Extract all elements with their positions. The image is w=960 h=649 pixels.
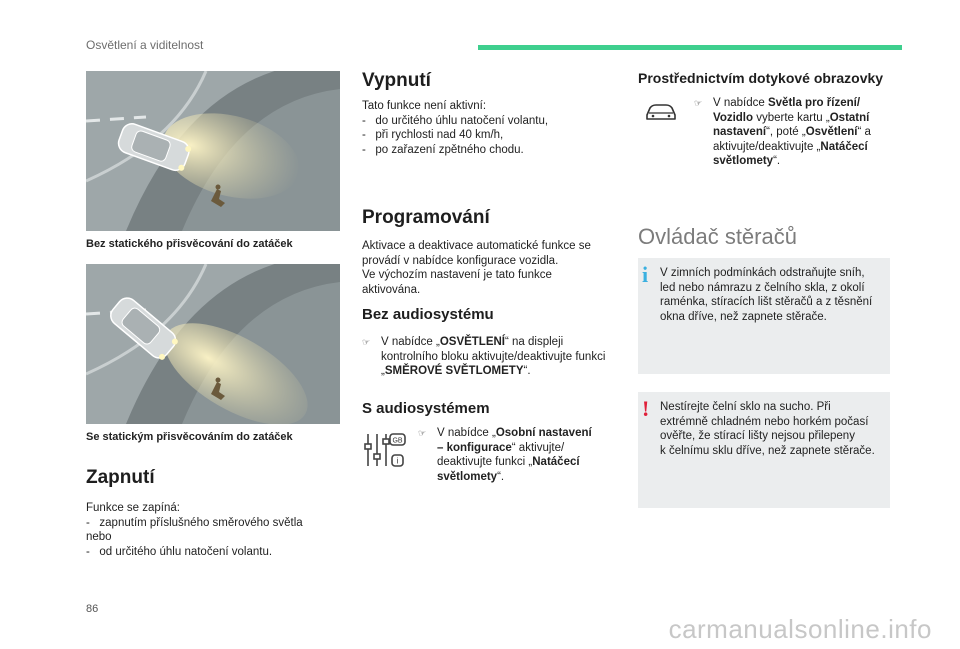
settings-sliders-icon [364, 430, 408, 470]
menu-name: – konfigurace [437, 441, 512, 454]
road-illustration-2 [86, 264, 340, 424]
info-line: V zimních podmínkách odstraňujte sníh, [660, 267, 865, 279]
figure2-caption: Se statickým přisvěcováním do zatáček [86, 431, 293, 443]
programovani-line: Ve výchozím nastavení je tato funkce [362, 269, 552, 281]
function-name: Natáčecí [820, 140, 868, 153]
function-name: Natáčecí [532, 456, 580, 468]
warning-line: k čelnímu sklu dříve, než zapnete stěrače. [660, 444, 875, 457]
wiper-control-heading: Ovládač stěračů [638, 224, 797, 249]
text: deaktivujte funkci „ [437, 456, 533, 468]
gb-label: GB [392, 437, 403, 445]
s-audio-heading: S audiosystémem [362, 400, 490, 417]
menu-name: Osobní nastavení [495, 427, 592, 439]
text: “ a [857, 126, 871, 138]
touch-screen-heading: Prostřednictvím dotykové obrazovky [638, 70, 884, 86]
pointing-hand-icon: ☞ [418, 428, 427, 438]
option-name: Osvětlení [805, 126, 858, 138]
vypnuti-heading: Vypnutí [362, 70, 431, 91]
info-line: okna dříve, než zapnete stěrače. [660, 310, 827, 323]
zapnuti-line: Funkce se zapíná: [86, 502, 180, 514]
text: „ [381, 365, 385, 377]
text: vyberte kartu „ [753, 111, 830, 124]
function-name: SMĚROVÉ SVĚTLOMETY [384, 365, 524, 377]
tab-name: Ostatní [829, 111, 870, 124]
programovani-line: aktivována. [362, 283, 421, 296]
menu-name: OSVĚTLENÍ [439, 336, 506, 348]
bez-audio-step [362, 335, 622, 379]
section-header-bar [478, 45, 902, 50]
warning-note [638, 392, 890, 508]
car-icon [644, 102, 678, 122]
info-label: i [396, 456, 399, 466]
vypnuti-line: - do určitého úhlu natočení volantu, [362, 114, 549, 127]
road-illustration-1 [86, 71, 340, 231]
warning-icon: ! [642, 396, 650, 421]
pointing-hand-icon: ☞ [362, 337, 371, 347]
text: V nabídce „ [437, 427, 496, 439]
zapnuti-text [86, 501, 303, 559]
info-icon: i [642, 262, 649, 287]
watermark: carmanualsonline.info [668, 614, 932, 644]
menu-name: Světla pro řízení/ [767, 97, 861, 109]
figure1-caption: Bez statického přisvěcování do zatáček [86, 238, 293, 250]
vypnuti-line: Tato funkce není aktivní: [362, 100, 487, 112]
zapnuti-line: - zapnutím příslušného směrového světla [86, 516, 303, 529]
info-line: raménka, stíracích lišt stěračů a z těsnění [660, 296, 873, 308]
text: “. [773, 155, 781, 167]
info-note [638, 258, 890, 374]
text: V nabídce „ [381, 336, 440, 348]
text: kontrolního bloku aktivujte/deaktivujte funkci [381, 350, 606, 363]
tab-name: nastavení [713, 126, 767, 138]
vypnuti-text [362, 99, 548, 157]
programovani-text [362, 239, 591, 297]
touch-screen-step [694, 96, 894, 172]
warning-line: ověřte, že stírací lišty nejsou přilepeny [660, 430, 855, 442]
s-audio-step [418, 426, 618, 486]
vypnuti-line: - při rychlosti nad 40 km/h, [362, 129, 504, 141]
bez-audio-heading: Bez audiosystému [362, 306, 494, 323]
pointing-hand-icon: ☞ [694, 98, 703, 108]
warning-line: extrémně chladném nebo horkém počasí [660, 415, 869, 428]
programovani-heading: Programování [362, 207, 490, 228]
text: “. [497, 470, 505, 483]
text: V nabídce [713, 97, 768, 109]
text: “, poté „ [766, 126, 806, 138]
warning-line: Nestírejte čelní sklo na sucho. Při [660, 401, 831, 413]
figure-with-cornering-light [86, 264, 340, 424]
info-line: led nebo námrazu z čelního skla, z okolí [660, 281, 865, 294]
text: “ na displeji [505, 336, 564, 348]
programovani-line: provádí v nabídce konfigurace vozidla. [362, 254, 559, 267]
text: “. [523, 365, 531, 377]
zapnuti-heading: Zapnutí [86, 467, 155, 488]
function-name: světlomety [713, 155, 774, 167]
menu-name: Vozidlo [713, 111, 754, 124]
figure-without-cornering-light [86, 71, 340, 231]
zapnuti-line: - od určitého úhlu natočení volantu. [86, 545, 273, 558]
vypnuti-line: - po zařazení zpětného chodu. [362, 143, 524, 156]
text: aktivujte/deaktivujte „ [713, 140, 821, 153]
text: “ aktivujte/ [511, 441, 565, 454]
section-header-title: Osvětlení a viditelnost [86, 38, 204, 52]
zapnuti-line: nebo [86, 531, 112, 543]
page-number: 86 [86, 603, 99, 615]
function-name: světlomety [437, 470, 498, 483]
programovani-line: Aktivace a deaktivace automatické funkce se [362, 240, 591, 252]
